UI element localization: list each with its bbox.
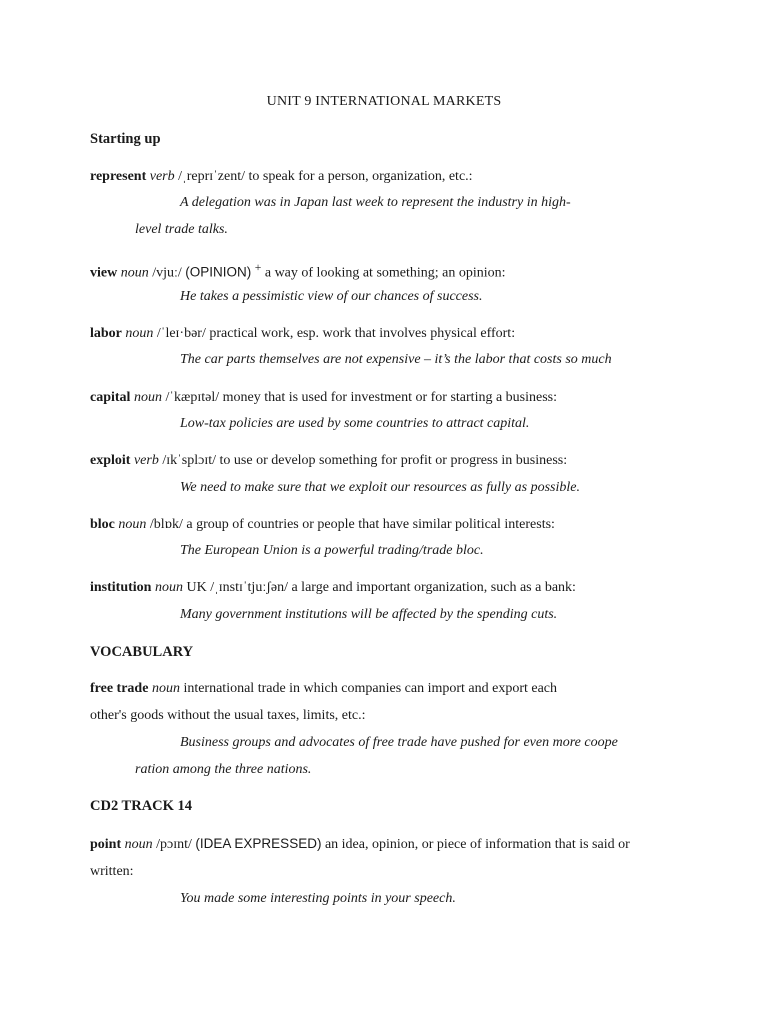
example-sentence-continued: level trade talks. <box>135 222 228 237</box>
headword: labor <box>90 326 122 341</box>
part-of-speech: verb <box>133 453 159 468</box>
sense-label: (IDEA EXPRESSED) <box>195 836 322 851</box>
definition: international trade in which companies can import and export each <box>183 681 558 696</box>
part-of-speech: noun <box>133 390 162 405</box>
pronunciation: /ˈleɪ·bər/ <box>156 326 206 341</box>
definition: a large and important organization, such as a bank: <box>291 580 576 595</box>
definition: to use or develop something for profit or progress in business: <box>219 453 568 468</box>
headword: bloc <box>90 517 115 532</box>
pronunciation: /pɔɪnt/ <box>156 837 192 852</box>
example-sentence: Business groups and advocates of free trade have pushed for even more coope <box>180 735 618 750</box>
entry-represent <box>90 169 690 185</box>
pronunciation: /ˌɪnstɪˈtjuːʃən/ <box>210 580 288 595</box>
entry-exploit <box>90 453 690 469</box>
entry-capital <box>90 390 690 406</box>
definition-continued: written: <box>90 864 134 879</box>
example-sentence: We need to make sure that we exploit our resources as fully as possible. <box>180 480 580 495</box>
region-label: UK <box>186 580 207 595</box>
pronunciation: /ˌreprɪˈzent/ <box>178 169 245 184</box>
entry-free-trade <box>90 681 690 697</box>
pronunciation: /ɪkˈsplɔɪt/ <box>162 453 217 468</box>
part-of-speech: verb <box>149 169 175 184</box>
definition: a way of looking at something; an opinion: <box>264 265 506 281</box>
entry-point <box>90 836 690 853</box>
sense-label: (OPINION) <box>185 264 252 280</box>
pronunciation: /vjuː/ <box>152 265 182 281</box>
part-of-speech: noun <box>118 517 147 532</box>
headword: exploit <box>90 453 131 468</box>
heading-track: CD2 TRACK 14 <box>90 798 193 814</box>
part-of-speech: noun <box>125 326 154 341</box>
headword: view <box>90 265 118 281</box>
definition: a group of countries or people that have similar political interests: <box>186 517 555 532</box>
part-of-speech: noun <box>151 681 180 696</box>
headword: free trade <box>90 681 149 696</box>
part-of-speech: noun <box>154 580 183 595</box>
headword: institution <box>90 580 152 595</box>
definition: an idea, opinion, or piece of information that is said or <box>324 837 630 852</box>
part-of-speech: noun <box>124 837 153 852</box>
entry-bloc <box>90 517 690 533</box>
plus-mark: + <box>254 261 262 274</box>
definition: practical work, esp. work that involves physical effort: <box>209 326 516 341</box>
example-sentence: A delegation was in Japan last week to represent the industry in high- <box>180 195 571 210</box>
example-sentence: Many government institutions will be affected by the spending cuts. <box>180 607 558 622</box>
heading-vocabulary: VOCABULARY <box>90 644 194 660</box>
headword: represent <box>90 169 147 184</box>
headword: capital <box>90 390 131 405</box>
example-sentence: Low-tax policies are used by some countries to attract capital. <box>180 416 530 431</box>
heading-starting-up: Starting up <box>90 131 161 147</box>
example-sentence: The car parts themselves are not expensive – it’s the labor that costs so much <box>180 352 612 367</box>
entry-labor <box>90 326 690 342</box>
definition: money that is used for investment or for starting a business: <box>222 390 558 405</box>
definition: to speak for a person, organization, etc.: <box>248 169 473 184</box>
pronunciation: /ˈkæpɪtəl/ <box>165 390 220 405</box>
definition-continued: other's goods without the usual taxes, limits, etc.: <box>90 708 366 723</box>
entry-institution <box>90 580 690 596</box>
example-sentence: You made some interesting points in your speech. <box>180 891 456 906</box>
part-of-speech: noun <box>120 265 149 281</box>
example-sentence: The European Union is a powerful trading/trade bloc. <box>180 543 484 558</box>
page-title: UNIT 9 INTERNATIONAL MARKETS <box>266 94 502 109</box>
headword: point <box>90 837 122 852</box>
example-sentence: He takes a pessimistic view of our chances of success. <box>180 289 483 304</box>
example-sentence-continued: ration among the three nations. <box>135 762 312 777</box>
pronunciation: /blɒk/ <box>149 517 183 532</box>
entry-view <box>90 261 690 282</box>
